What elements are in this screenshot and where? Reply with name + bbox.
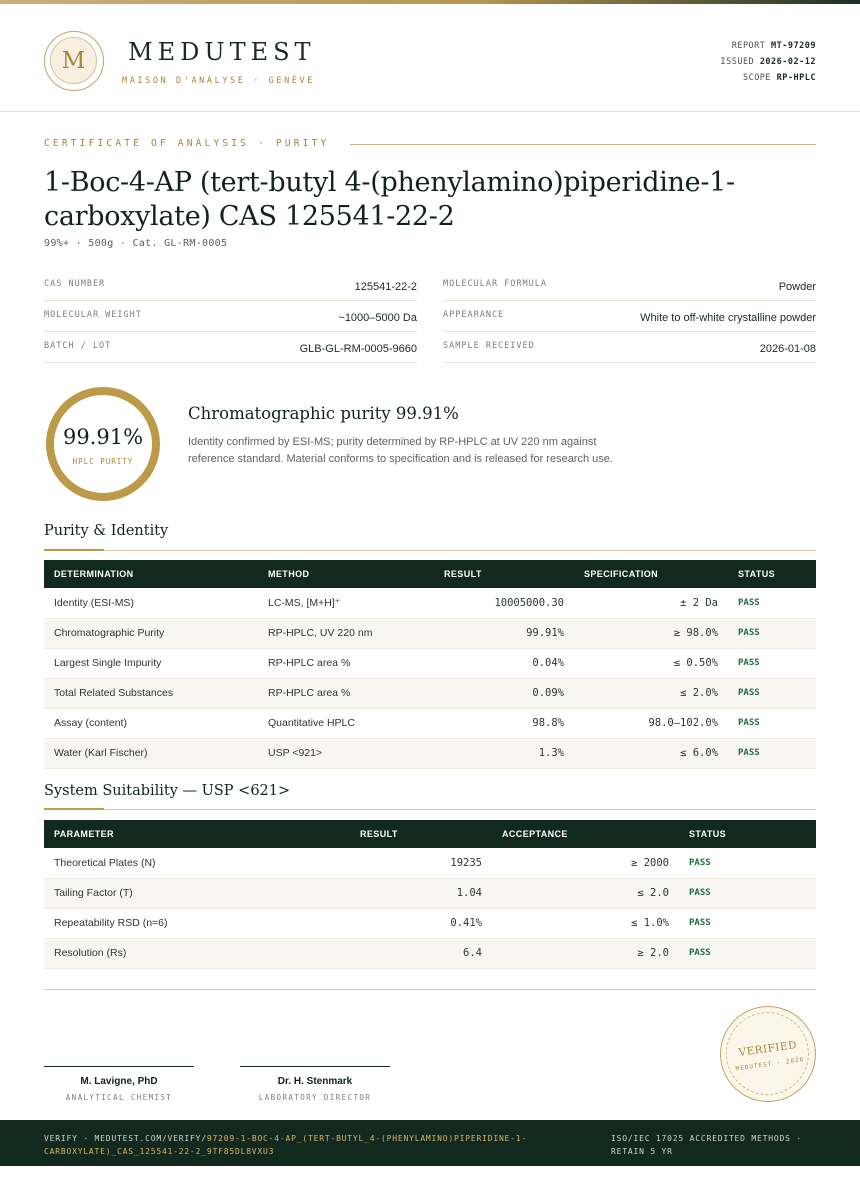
product-subline: 99%+ · 500g · Cat. GL-RM-0005 [44,238,228,249]
verify-prefix: VERIFY · MEDUTEST.COM/VERIFY/ [44,1134,207,1143]
column-header: DETERMINATION [54,569,134,579]
section-accent [44,808,104,810]
purity-heading: Chromatographic purity 99.91% [188,404,459,423]
table-header-row [44,820,816,848]
determination-cell: Chromatographic Purity [44,618,258,648]
section-title-system-suitability: System Suitability — USP <621> [44,783,291,799]
column-header: ACCEPTANCE [502,829,568,839]
section-divider [44,809,816,810]
verify-link[interactable] [44,1132,584,1158]
column-header: SPECIFICATION [584,569,659,579]
fact-value: Powder [778,281,816,293]
purity-ring [46,387,160,501]
seal-main-text: VERIFIED [737,1038,798,1060]
fact-key: MOLECULAR FORMULA [443,279,547,289]
fact-row [44,332,417,363]
purity-description: Identity confirmed by ESI-MS; purity determined by RP-HPLC at UV 220 nm against reference standard. Material conforms to specification and is released for research use. [188,436,613,465]
fact-row [443,270,816,301]
status-badge: PASS [728,678,816,708]
result-cell: 99.91% [434,618,574,648]
result-cell: 0.41% [350,908,492,938]
determination-cell: Identity (ESI-MS) [44,588,258,618]
fact-key: APPEARANCE [443,310,505,320]
footer [0,1120,860,1166]
brand-name: MEDUTEST [128,38,316,66]
specification-cell: ≥ 98.0% [574,618,728,648]
method-cell: RP-HPLC area % [258,678,434,708]
status-badge: PASS [728,648,816,678]
document-kicker: CERTIFICATE OF ANALYSIS · PURITY [44,138,330,149]
seal-ring [721,1007,815,1101]
signatory-role: LABORATORY DIRECTOR [258,1093,372,1102]
method-cell: LC-MS, [M+H]⁺ [258,588,434,618]
column-header: METHOD [268,569,310,579]
scope-value: RP-HPLC [776,73,816,83]
result-cell: 19235 [350,848,492,878]
report-number: MT-97209 [771,41,816,51]
fact-row [443,332,816,363]
determination-cell: Assay (content) [44,708,258,738]
seal-sub-text: MEDUTEST · 2026 [735,1056,805,1073]
status-badge: PASS [728,708,816,738]
fact-row [44,301,417,332]
result-cell: 10005000.30 [434,588,574,618]
specification-cell: ≤ 2.0% [574,678,728,708]
specification-cell: ≤ 6.0% [574,738,728,768]
report-label: REPORT [731,41,766,51]
parameter-cell: Tailing Factor (T) [44,878,350,908]
column-header: RESULT [360,829,398,839]
status-badge: PASS [728,738,816,768]
status-badge: PASS [728,618,816,648]
determination-cell: Water (Karl Fischer) [44,738,258,768]
report-meta [720,38,816,86]
acceptance-cell: ≥ 2.0 [492,938,679,968]
section-title-purity-identity: Purity & Identity [44,523,169,539]
table-row [44,648,816,678]
method-cell: RP-HPLC, UV 220 nm [258,618,434,648]
fact-row [443,301,816,332]
fact-value: 2026-01-08 [759,343,816,355]
fact-value: 125541-22-2 [354,281,417,293]
table-header-row [44,560,816,588]
parameter-cell: Resolution (Rs) [44,938,350,968]
purity-identity-table [44,560,816,769]
signatory-role: ANALYTICAL CHEMIST [65,1093,173,1102]
section-accent [44,549,104,551]
method-cell: RP-HPLC area % [258,648,434,678]
fact-row [44,270,417,301]
facts-left [44,270,417,363]
kicker-divider [350,144,816,145]
table-row [44,848,816,878]
acceptance-cell: ≤ 1.0% [492,908,679,938]
result-cell: 1.04 [350,878,492,908]
accreditation-note: ISO/IEC 17025 ACCREDITED METHODS · RETAIN 5 YR [611,1134,802,1156]
status-badge: PASS [679,908,816,938]
fact-key: CAS NUMBER [44,279,106,289]
signatory-name: Dr. H. Stenmark [277,1076,353,1087]
table-row [44,938,816,968]
acceptance-cell: ≥ 2000 [492,848,679,878]
fact-key: MOLECULAR WEIGHT [44,310,142,320]
determination-cell: Total Related Substances [44,678,258,708]
brand-logo [44,31,104,91]
fact-key: BATCH / LOT [44,341,112,351]
signatory-name: M. Lavigne, PhD [80,1076,158,1087]
issued-label: ISSUED [720,57,755,67]
verify-url[interactable]: 97209-1-BOC-4-AP_(TERT-BUTYL_4-(PHENYLAMINO)PIPERIDINE-1-CARBOXYLATE)_CAS_125541-22-2_9TF85DL8VXU3 [44,1134,528,1156]
result-cell: 1.3% [434,738,574,768]
result-cell: 0.09% [434,678,574,708]
acceptance-cell: ≤ 2.0 [492,878,679,908]
table-row [44,678,816,708]
table-row [44,878,816,908]
parameter-cell: Repeatability RSD (n=6) [44,908,350,938]
status-badge: PASS [679,848,816,878]
column-header: STATUS [738,569,776,579]
method-cell: Quantitative HPLC [258,708,434,738]
result-cell: 6.4 [350,938,492,968]
parameter-cell: Theoretical Plates (N) [44,848,350,878]
table-row [44,588,816,618]
scope-label: SCOPE [742,73,772,83]
section-divider [44,550,816,551]
fact-value: White to off-white crystalline powder [640,312,816,324]
column-header: PARAMETER [54,829,114,839]
facts-right [443,270,816,363]
status-badge: PASS [679,878,816,908]
status-badge: PASS [679,938,816,968]
specification-cell: ≤ 0.50% [574,648,728,678]
issued-date: 2026-02-12 [759,57,816,67]
product-title: 1-Boc-4-AP (tert-butyl 4-(phenylamino)piperidine-1-carboxylate) CAS 125541-22-2 [44,167,735,232]
table-row [44,908,816,938]
determination-cell: Largest Single Impurity [44,648,258,678]
brand-tagline: MAISON D'ANALYSE · GENÈVE [122,76,315,86]
signature-divider [44,989,816,990]
specification-cell: ± 2 Da [574,588,728,618]
system-suitability-table [44,820,816,969]
fact-value: GLB-GL-RM-0005-9660 [299,343,417,355]
column-header: STATUS [689,829,727,839]
purity-label: HPLC PURITY [72,457,134,466]
signature-block [240,1066,390,1102]
table-row [44,708,816,738]
method-cell: USP <921> [258,738,434,768]
result-cell: 98.8% [434,708,574,738]
purity-value: 99.91% [62,425,144,449]
header [0,4,860,112]
table-row [44,618,816,648]
verified-seal [714,1000,822,1108]
signature-block [44,1066,194,1102]
table-row [44,738,816,768]
column-header: RESULT [444,569,482,579]
fact-key: SAMPLE RECEIVED [443,341,535,351]
fact-value: ~1000–5000 Da [338,312,417,324]
specification-cell: 98.0–102.0% [574,708,728,738]
result-cell: 0.04% [434,648,574,678]
status-badge: PASS [728,588,816,618]
logo-monogram: M [50,37,97,84]
